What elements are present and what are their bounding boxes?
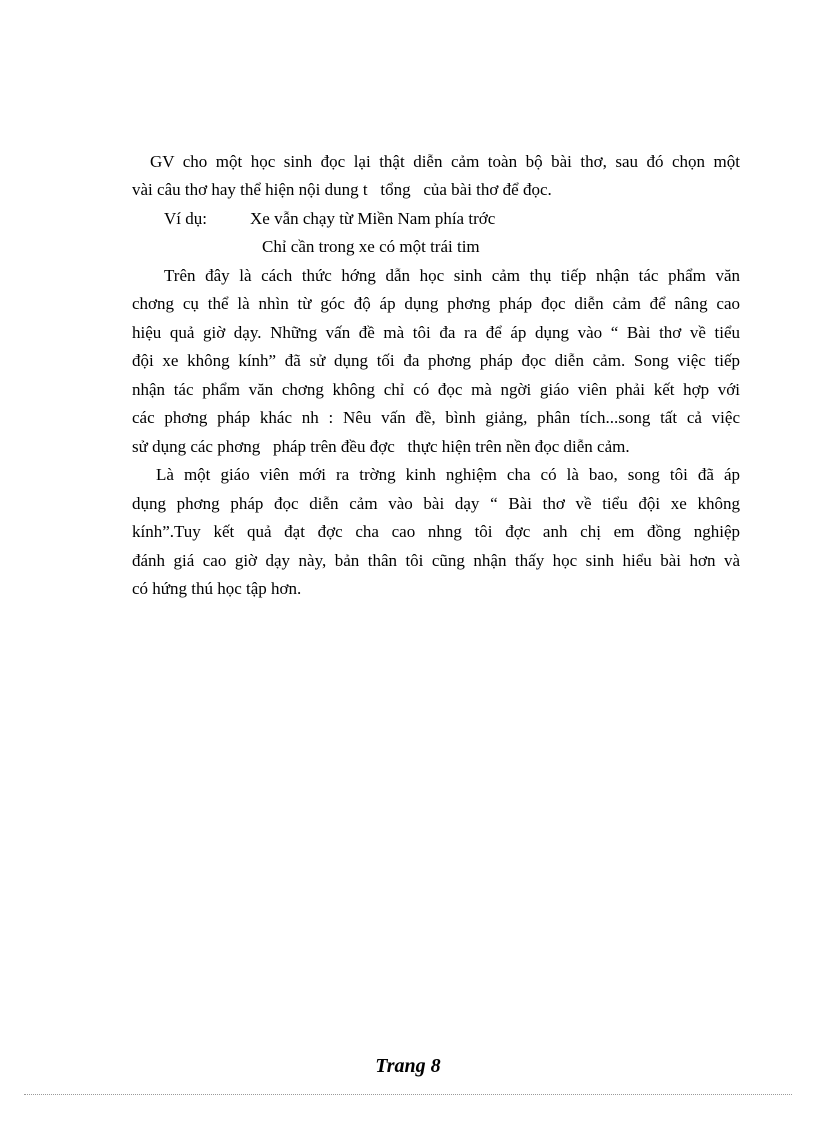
paragraph-3-line-5: có hứng thú học tập hơn. [132, 579, 302, 598]
paragraph-1-line-1: GV cho một học sinh đọc lại thật diễn cảm toàn bộ bài thơ, sau đó chọn một [150, 152, 740, 171]
paragraph-2-line-4: đội xe không kính” đã sử dụng tối đa phơng pháp đọc diễn cảm. Song việc tiếp [132, 351, 740, 370]
paragraph-3-line-4: đánh giá cao giờ dạy này, bản thân tôi cũng nhận thấy học sinh hiểu bài hơn và [132, 551, 740, 570]
page-bottom-border [24, 1094, 792, 1095]
paragraph-3-line-3: kính”.Tuy kết quả đạt đợc cha cao nhng tôi đợc anh chị em đồng nghiệp [132, 522, 740, 541]
example-label: Ví dụ: [164, 209, 207, 228]
paragraph-2-line-2: chơng cụ thể là nhìn từ góc độ áp dụng phơng pháp đọc diễn cảm để nâng cao [132, 294, 740, 313]
example-verse-1: Xe vẫn chạy từ Miền Nam phía trớc [250, 209, 496, 228]
paragraph-2-line-1: Trên đây là cách thức hớng dẫn học sinh cảm thụ tiếp nhận tác phẩm văn [164, 266, 740, 285]
paragraph-2-line-7: sử dụng các phơng pháp trên đều đợc thực hiện trên nền đọc diễn cảm. [132, 437, 630, 456]
paragraph-1-line-2: vài câu thơ hay thể hiện nội dung t tổng của bài thơ để đọc. [132, 180, 552, 199]
page-number-footer: Trang 8 [375, 1055, 441, 1077]
paragraph-2-line-3: hiệu quả giờ dạy. Những vấn đề mà tôi đa ra để áp dụng vào “ Bài thơ về tiểu [132, 323, 740, 342]
paragraph-3-line-2: dụng phơng pháp đọc diễn cảm vào bài dạy “ Bài thơ về tiểu đội xe không [132, 494, 740, 513]
example-verse-2: Chỉ cần trong xe có một trái tim [262, 237, 480, 256]
paragraph-2-line-5: nhận tác phẩm văn chơng không chỉ có đọc mà ngời giáo viên phải kết hợp với [132, 380, 740, 399]
paragraph-3-line-1: Là một giáo viên mới ra trờng kinh nghiệm cha có là bao, song tôi đã áp [156, 465, 740, 484]
paragraph-2-line-6: các phơng pháp khác nh : Nêu vấn đề, bình giảng, phân tích...song tất cả việc [132, 408, 740, 427]
